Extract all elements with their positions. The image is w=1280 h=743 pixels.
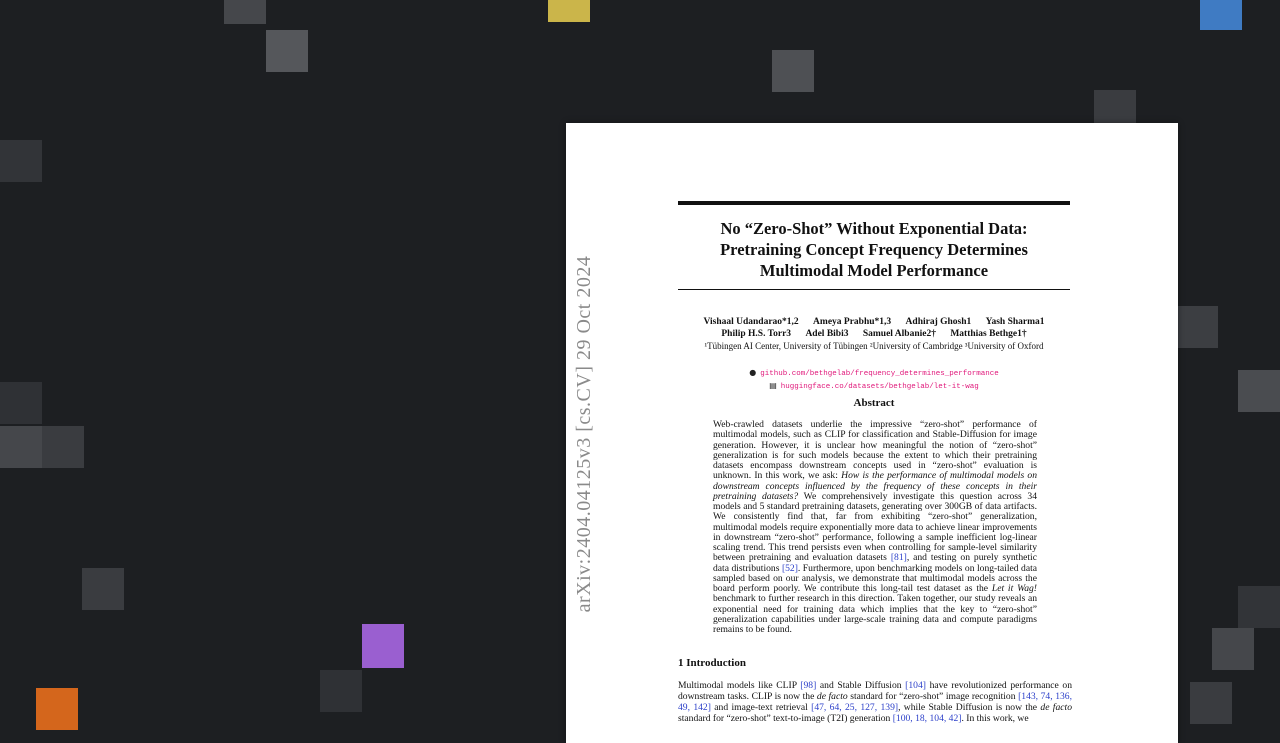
citation-link[interactable]: [98]	[800, 680, 817, 691]
abstract-heading: Abstract	[853, 397, 895, 409]
citation-link[interactable]: [52]	[781, 562, 798, 574]
intro-part: standard for “zero-shot” image recognition	[847, 691, 1019, 702]
author: Ameya Prabhu*1,3	[813, 317, 892, 327]
intro-part: have revolutionized performance on downstream tasks. CLIP is now the	[678, 680, 1072, 702]
bg-tile-orange	[36, 688, 78, 730]
database-icon: ▤	[769, 381, 777, 390]
github-link[interactable]: github.com/bethgelab/frequency_determines_performance	[760, 370, 999, 378]
github-icon: ●	[749, 368, 757, 377]
bg-tile	[772, 50, 814, 92]
bg-tile-yellow	[548, 0, 590, 22]
intro-part: . In this work, we	[961, 713, 1029, 724]
citation-link[interactable]: [100, 18, 104, 42]	[892, 713, 962, 724]
bg-tile	[0, 426, 42, 468]
title-line: Pretraining Concept Frequency Determines	[720, 240, 1028, 259]
author: Yash Sharma1	[985, 317, 1045, 327]
author: Vishaal Udandarao*1,2	[703, 317, 799, 327]
abstract-part: . Furthermore, upon benchmarking models on long-tailed data sampled based on our analysis, we demonstrate that multimodal models across the board perform poorly. We contribute this long-tail test dataset as the	[713, 562, 1038, 594]
bg-tile	[1238, 370, 1280, 412]
title-rule-top	[678, 201, 1070, 205]
bg-tile	[82, 568, 124, 610]
author: Adel Bibi3	[805, 329, 849, 339]
bg-tile	[320, 670, 362, 712]
bg-tile	[1176, 306, 1218, 348]
abstract-part: Web-crawled datasets underlie the impressive “zero-shot” performance of multimodal models, such as CLIP for classification and Stable-Diffusion for image generation. However, it is unclear how meaningful the notion of “zero-shot” generalization is for such models because the extent to which their pretraining datasets encompass downstream concepts used in “zero-shot” evaluation is unknown. In this work, we ask:	[713, 419, 1037, 482]
section-heading-introduction: 1 Introduction	[678, 657, 746, 669]
bg-tile-blue	[1200, 0, 1242, 30]
dataset-link[interactable]: huggingface.co/datasets/bethgelab/let-it-wag	[780, 383, 979, 391]
intro-emphasis: de facto	[816, 691, 848, 702]
github-link-row	[678, 367, 1070, 380]
author-row	[678, 316, 1070, 328]
abstract-part: We comprehensively investigate this question across 34 models and 5 standard pretraining datasets, generating over 300GB of data artifacts. We consistently find that, far from exhibiting “zero-shot” generalization, multimodal models require exponentially more data to achieve linear improvements in downstream “zero-shot” performance, following a sample inefficient log-linear scaling trend. This trend persists even when controlling for sample-level similarity between pretraining and evaluation datasets	[713, 490, 1037, 564]
paper-page	[566, 123, 1178, 743]
intro-part: Multimodal models like CLIP	[678, 680, 801, 691]
paper-title	[678, 218, 1070, 281]
bg-tile	[0, 140, 42, 182]
title-line: No “Zero-Shot” Without Exponential Data:	[720, 219, 1028, 238]
author: Samuel Albanie2†	[862, 329, 936, 339]
abstract-text	[713, 420, 1037, 635]
abstract-part: benchmark to further research in this direction. Taken together, our study reveals an exponential need for training data which implies that the key to “zero-shot” generalization capabilities under large-scale training data and compute paradigms remains to be found.	[713, 593, 1037, 635]
benchmark-name: Let it Wag!	[991, 583, 1037, 594]
title-rule-bottom	[678, 289, 1070, 290]
introduction-text	[678, 680, 1072, 724]
author-block	[678, 316, 1070, 352]
abstract-question: How is the performance of multimodal models on downstream concepts influenced by the frequency of these concepts in their pretraining datasets?	[713, 470, 1038, 502]
author: Adhiraj Ghosh1	[905, 317, 972, 327]
intro-emphasis: de facto	[1040, 702, 1072, 713]
intro-part: and Stable Diffusion	[816, 680, 906, 691]
bg-tile	[0, 382, 42, 424]
citation-link[interactable]: [47, 64, 25, 127, 139]	[811, 702, 899, 713]
dataset-link-row	[678, 380, 1070, 393]
bg-tile	[266, 30, 308, 72]
bg-tile-purple	[362, 624, 404, 668]
resource-links	[678, 367, 1070, 393]
citation-link[interactable]: [104]	[905, 680, 926, 691]
title-line: Multimodal Model Performance	[759, 261, 989, 280]
intro-part: standard for “zero-shot” text-to-image (T2I) generation	[678, 713, 893, 724]
bg-tile	[42, 426, 84, 468]
bg-tile	[1190, 682, 1232, 724]
abstract-part: , and testing on purely synthetic data distributions	[713, 552, 1037, 574]
citation-link[interactable]: [81]	[890, 552, 907, 564]
bg-tile	[1212, 628, 1254, 670]
author-row	[678, 328, 1070, 340]
author: Matthias Bethge1†	[950, 329, 1027, 339]
affiliations: ¹Tübingen AI Center, University of Tübingen ²University of Cambridge ³University of Oxford	[704, 341, 1044, 351]
author: Philip H.S. Torr3	[721, 329, 792, 339]
bg-tile	[224, 0, 266, 24]
intro-part: and image-text retrieval	[710, 702, 812, 713]
bg-tile	[1238, 586, 1280, 628]
arxiv-stamp: arXiv:2404.04125v3 [cs.CV] 29 Oct 2024	[573, 255, 595, 613]
citation-link[interactable]: [143, 74, 136, 49, 142]	[678, 691, 1072, 713]
intro-part: , while Stable Diffusion is now the	[898, 702, 1041, 713]
